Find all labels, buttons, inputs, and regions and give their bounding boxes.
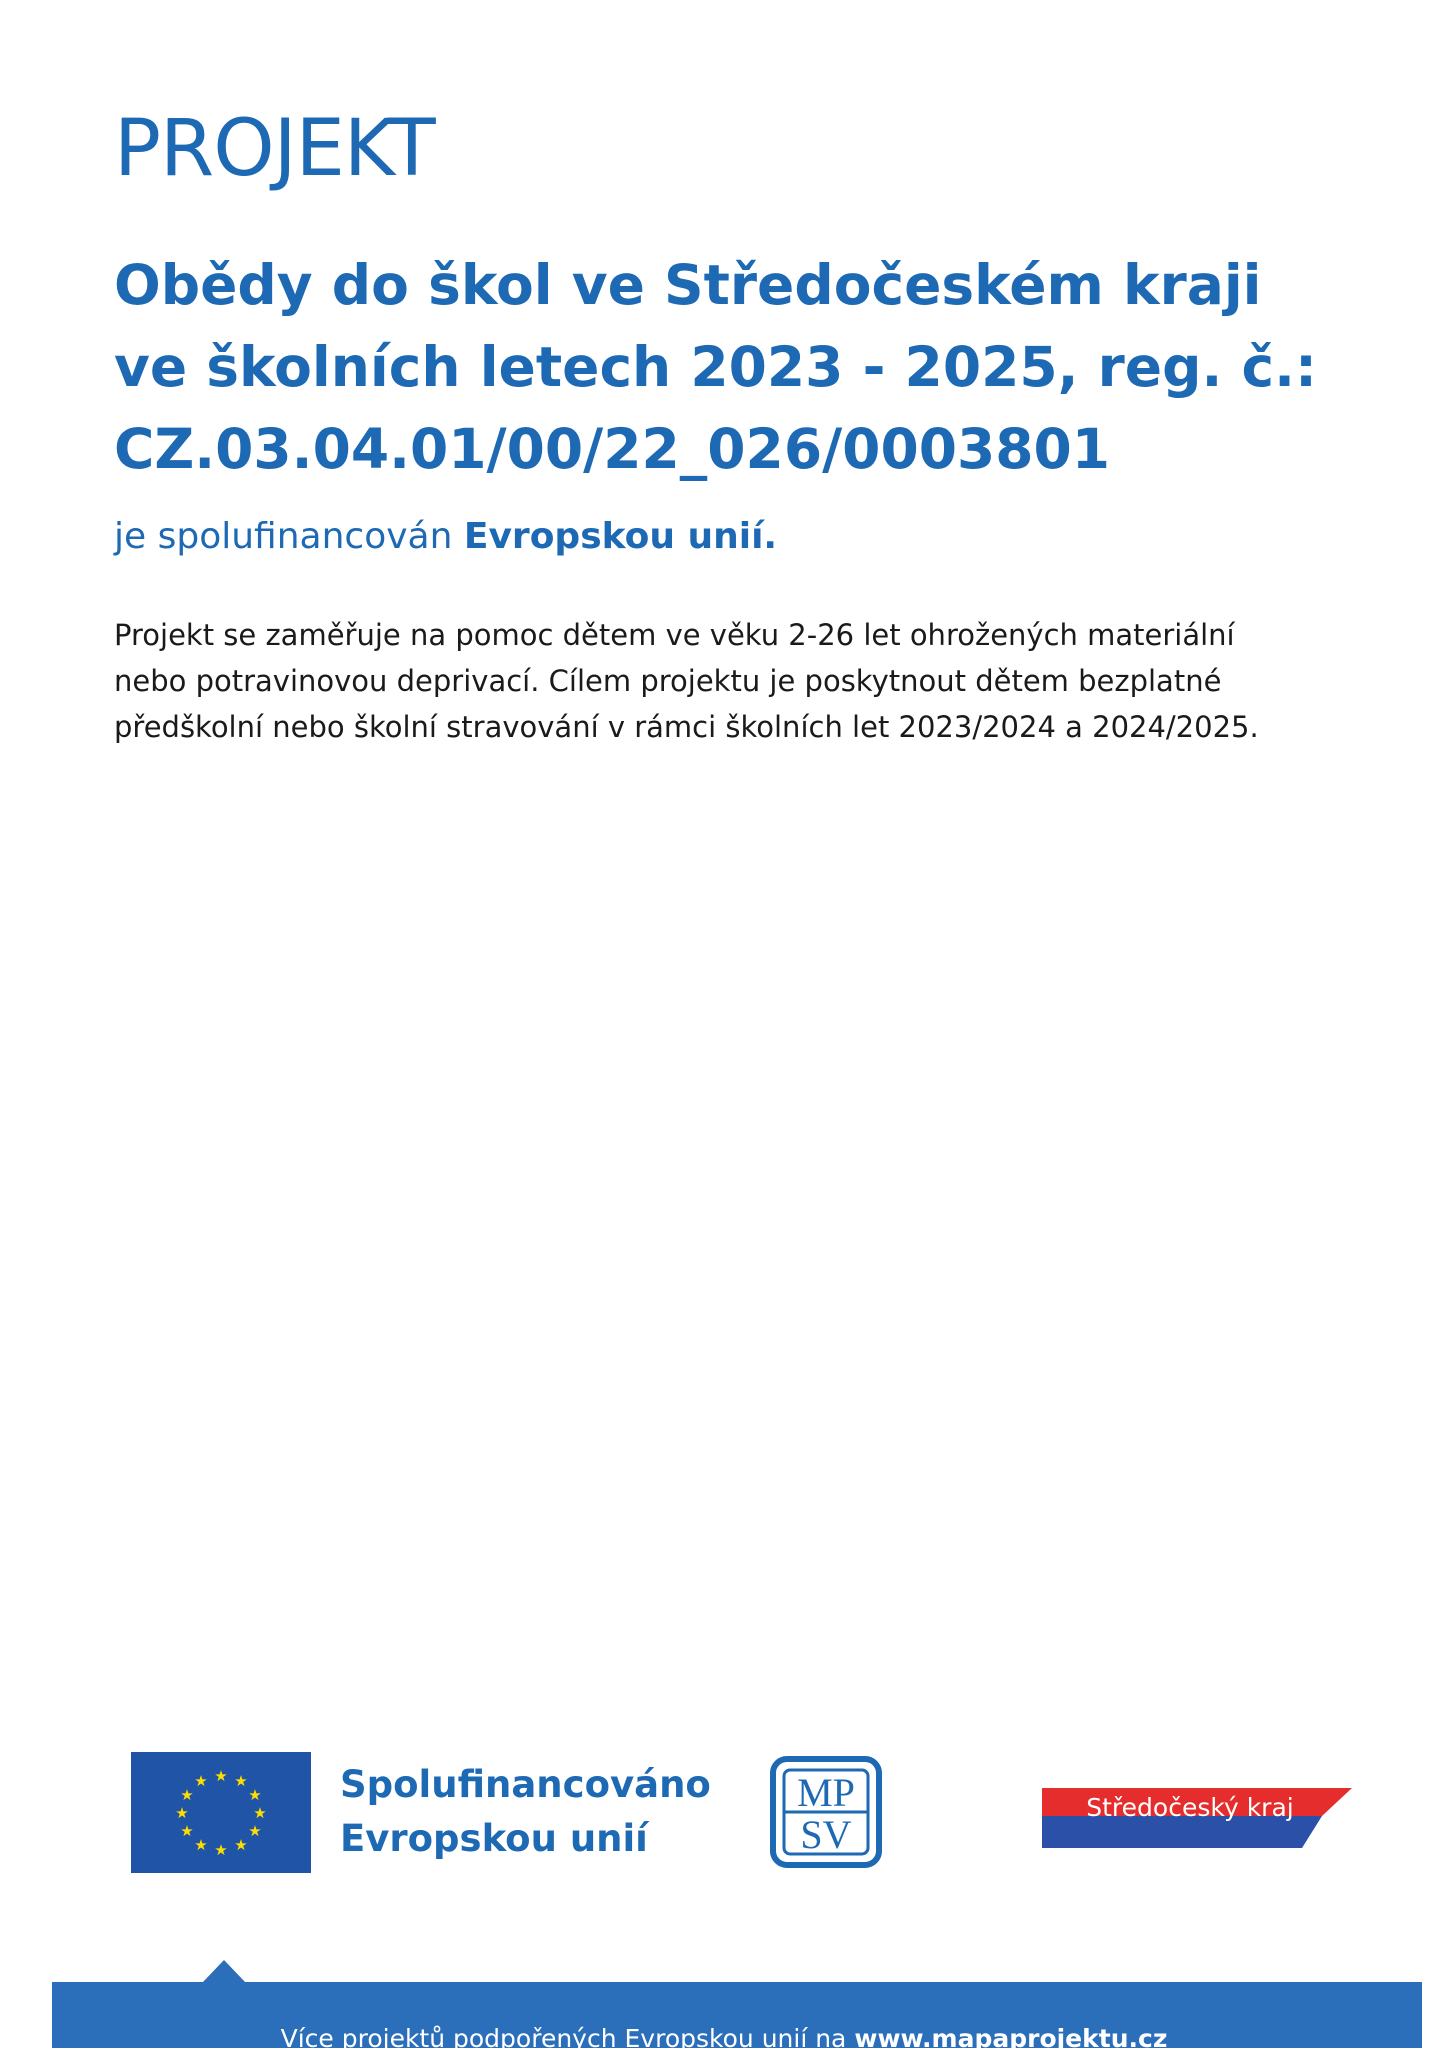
svg-text:★: ★ [248, 1786, 262, 1804]
project-title-line: CZ.03.04.01/00/22_026/0003801 [114, 417, 1111, 481]
eu-stars-icon [131, 1752, 311, 1873]
cofinance-emphasis: Evropskou unií. [463, 516, 778, 557]
description-line: předškolní nebo školní stravování v rámci školních let 2023/2024 a 2024/2025. [114, 710, 1259, 744]
region-logo-text: Středočeský kraj [1086, 1793, 1294, 1822]
description-line: nebo potravinovou deprivací. Cílem projektu je poskytnout dětem bezplatné [114, 664, 1222, 698]
svg-text:★: ★ [248, 1822, 262, 1840]
svg-text:★: ★ [194, 1772, 208, 1790]
svg-text:★: ★ [234, 1772, 248, 1790]
project-description [114, 612, 1364, 750]
footer-text [0, 2024, 1448, 2053]
svg-text:★: ★ [175, 1804, 189, 1822]
svg-text:★: ★ [253, 1804, 267, 1822]
cofinance-prefix: je spolufinancován [114, 516, 453, 557]
eu-logo-line: Evropskou unií [340, 1817, 648, 1860]
svg-text:★: ★ [214, 1767, 228, 1785]
project-title-line: ve školních letech 2023 - 2025, reg. č.: [114, 335, 1317, 399]
svg-text:★: ★ [234, 1836, 248, 1854]
eu-logo-line: Spolufinancováno [340, 1763, 711, 1806]
svg-text:★: ★ [180, 1786, 194, 1804]
mpsv-logo-bottom: SV [800, 1812, 852, 1857]
eu-cofinance-logo-text [340, 1758, 711, 1866]
project-title-line: Obědy do škol ve Středočeském kraji [114, 253, 1262, 317]
project-title [114, 244, 1374, 490]
footer-notch [202, 1960, 246, 1983]
svg-text:★: ★ [180, 1822, 194, 1840]
description-line: Projekt se zaměřuje na pomoc dětem ve věku 2-26 let ohrožených materiální [114, 618, 1235, 652]
footer-prefix: Více projektů podpořených Evropskou unií na [280, 2024, 847, 2053]
cofinance-statement [114, 516, 777, 557]
svg-text:★: ★ [194, 1836, 208, 1854]
mpsv-logo [770, 1756, 882, 1868]
svg-text:★: ★ [214, 1841, 228, 1859]
footer-link[interactable]: www.mapaprojektu.cz [854, 2024, 1168, 2053]
document-label: PROJEKT [114, 104, 435, 194]
mpsv-logo-top: MP [797, 1770, 855, 1815]
eu-flag-logo [131, 1752, 311, 1873]
